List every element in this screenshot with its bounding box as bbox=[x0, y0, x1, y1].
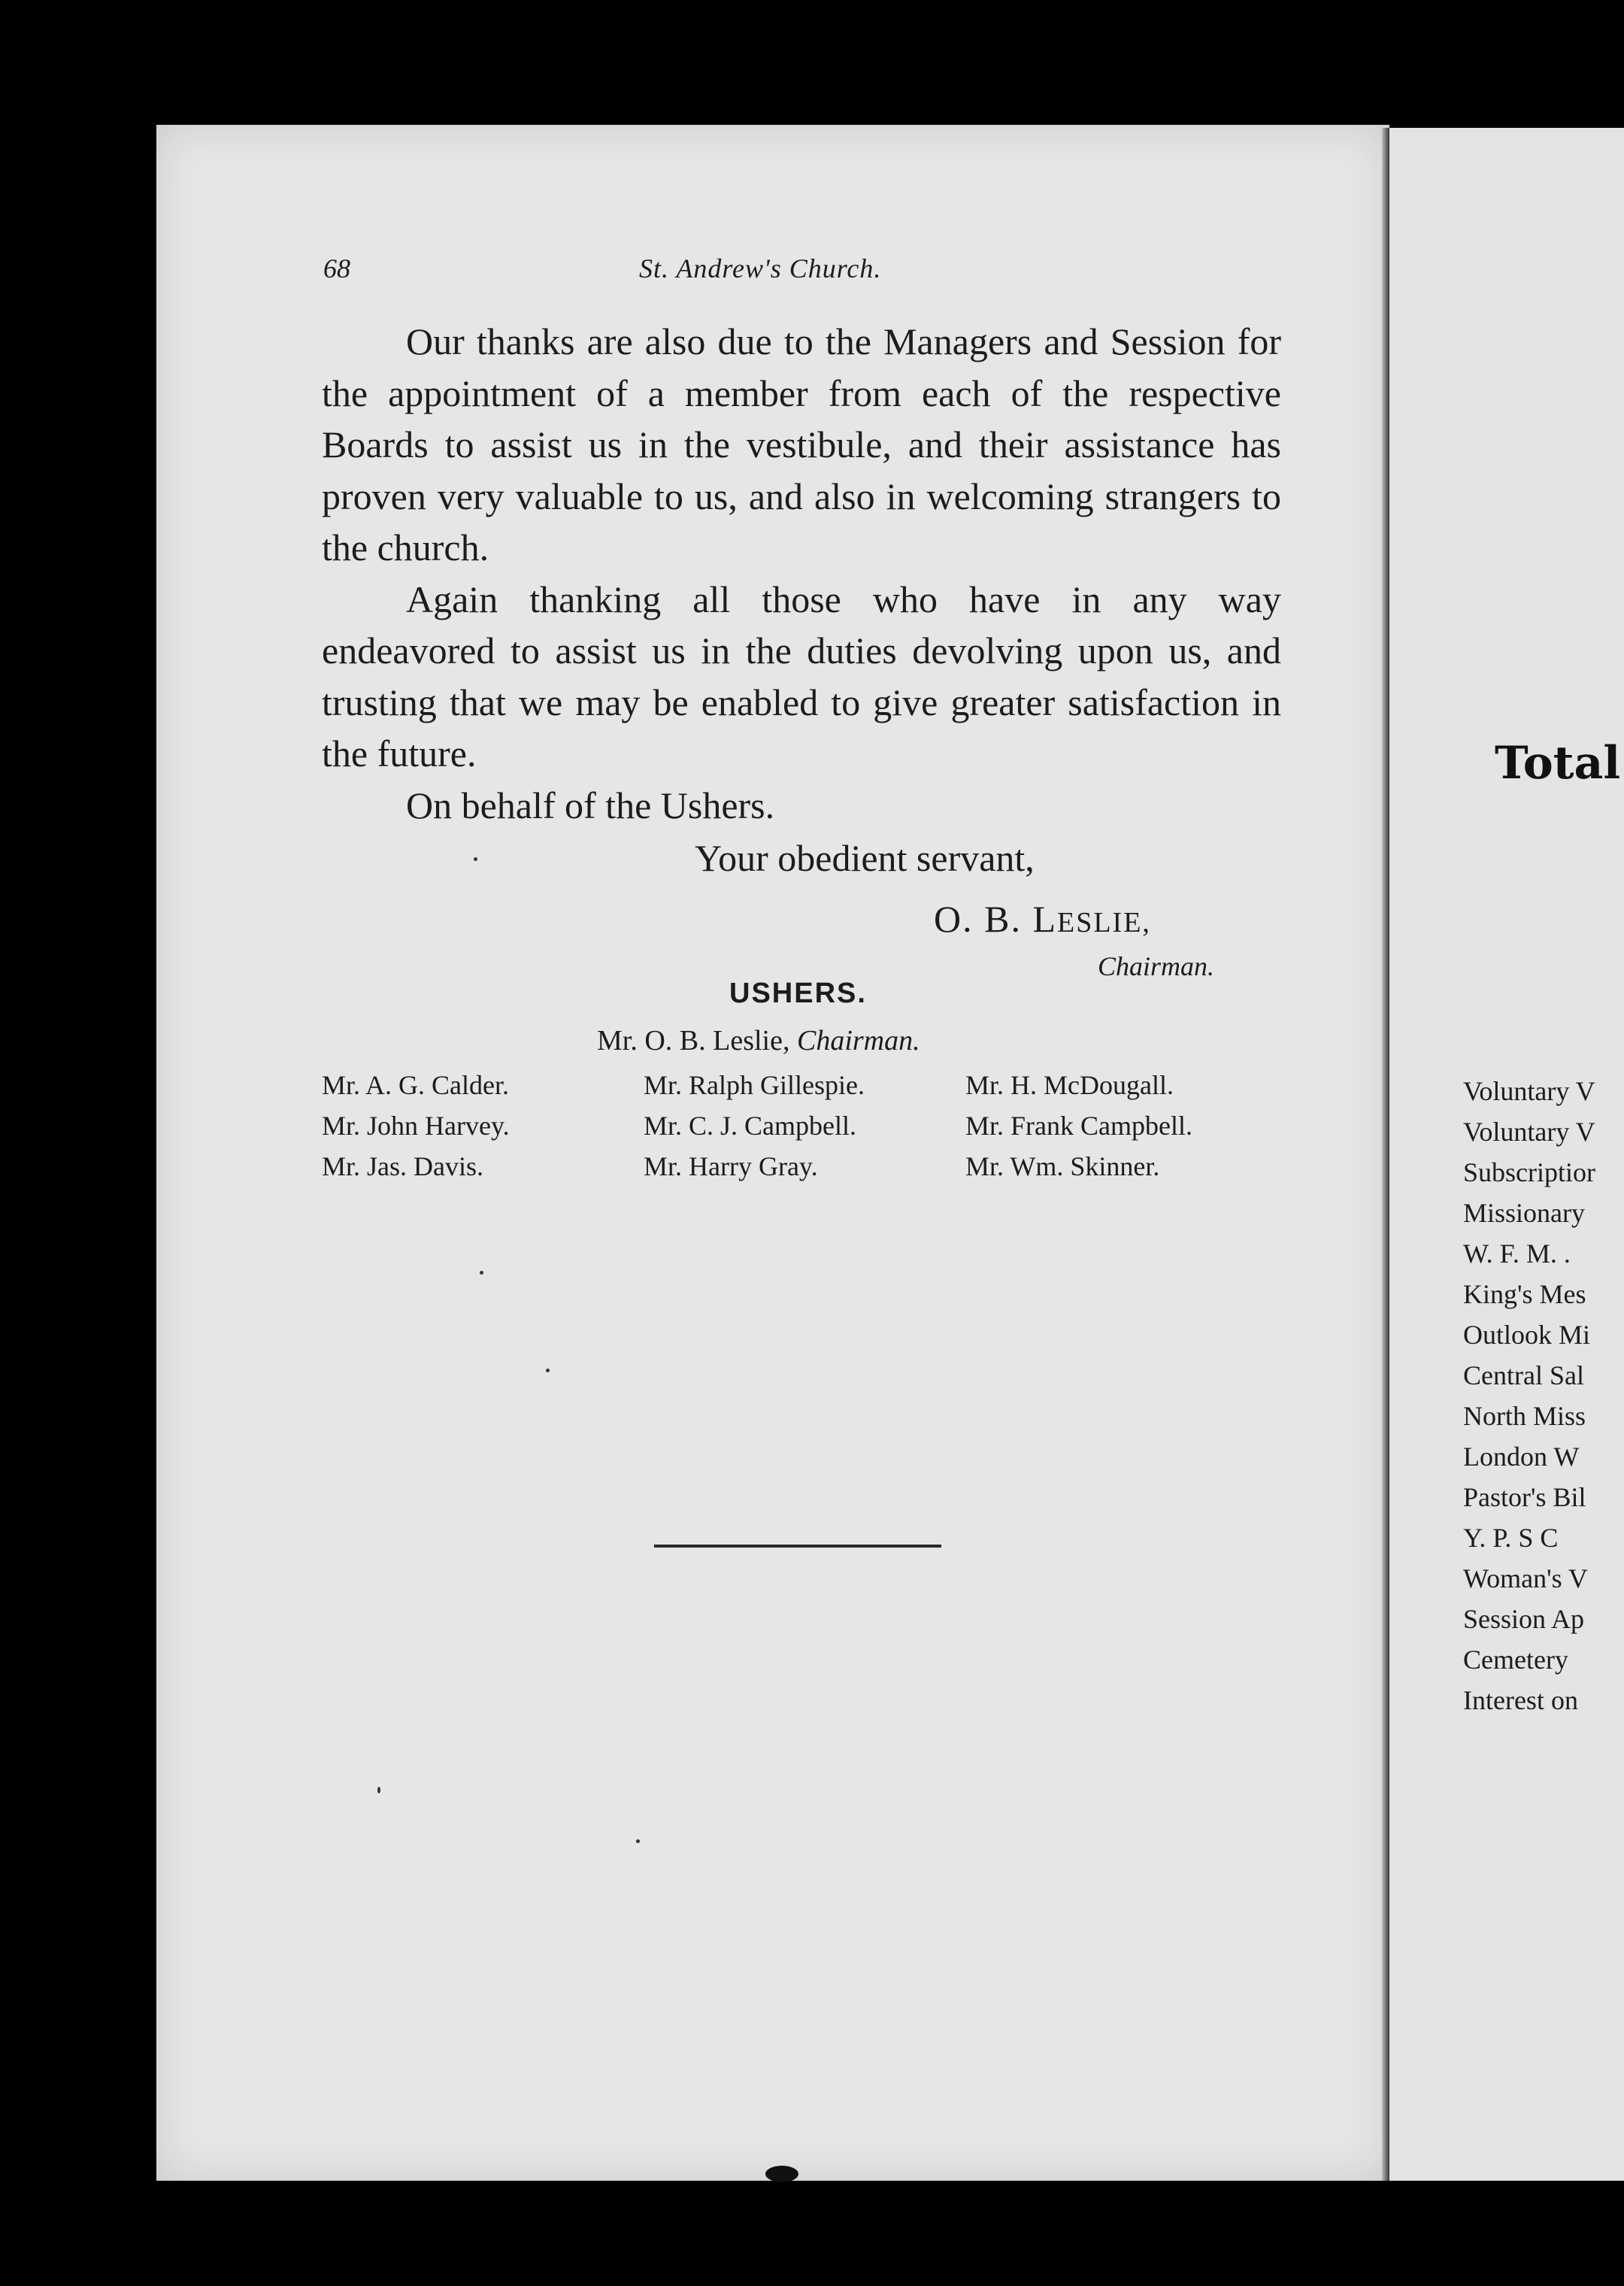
ushers-column bbox=[644, 1065, 865, 1187]
signature-name bbox=[934, 897, 1151, 941]
signature-surname: ESLIE, bbox=[1057, 907, 1151, 938]
right-page-heading: Total bbox=[1495, 737, 1621, 790]
signature-title: Chairman. bbox=[1098, 951, 1215, 981]
signature-initials: O. B. L bbox=[934, 898, 1057, 940]
print-speck bbox=[546, 1369, 550, 1372]
list-item: Woman's V bbox=[1463, 1563, 1588, 1593]
paragraph: Again thanking all those who have in any way endeavored to assist us in the duties devolving upon us, and trusting that we may be enabled to give greater satisfaction in the future. bbox=[322, 578, 1281, 775]
usher-name: Mr. Jas. Davis. bbox=[322, 1151, 483, 1181]
letter-body bbox=[322, 316, 1281, 831]
section-rule bbox=[654, 1545, 941, 1548]
paragraph: Our thanks are also due to the Managers and Session for the appointment of a member from each of the respective Boards to assist us in the vestibule, and their assistance has proven very valuable to us, and also in welcoming strangers to the church. bbox=[322, 320, 1281, 568]
complimentary-close: Your obedient servant, bbox=[695, 837, 1035, 879]
print-speck bbox=[377, 1787, 380, 1793]
list-item: Cemetery bbox=[1463, 1645, 1568, 1675]
ushers-column bbox=[965, 1065, 1192, 1187]
ushers-list bbox=[322, 1065, 1329, 1200]
print-speck bbox=[474, 857, 477, 861]
list-item: Central Sal bbox=[1463, 1360, 1584, 1390]
list-item: Session Ap bbox=[1463, 1604, 1585, 1634]
running-title: St. Andrew's Church. bbox=[639, 253, 882, 283]
list-item: Missionary bbox=[1463, 1198, 1585, 1228]
list-item: Interest on bbox=[1463, 1685, 1578, 1715]
list-item: Y. P. S C bbox=[1463, 1523, 1559, 1553]
usher-name: Mr. A. G. Calder. bbox=[322, 1070, 509, 1100]
usher-name: Mr. John Harvey. bbox=[322, 1111, 510, 1141]
running-head bbox=[323, 253, 1301, 290]
list-item: W. F. M. . bbox=[1463, 1239, 1571, 1269]
usher-name: Mr. H. McDougall. bbox=[965, 1070, 1174, 1100]
usher-name: Mr. Frank Campbell. bbox=[965, 1111, 1192, 1141]
print-speck bbox=[480, 1271, 483, 1275]
ushers-chairman bbox=[597, 1024, 920, 1057]
list-item: Voluntary V bbox=[1463, 1076, 1595, 1106]
ushers-heading: USHERS. bbox=[729, 978, 867, 1009]
right-page bbox=[1389, 128, 1624, 2181]
list-item: Pastor's Bil bbox=[1463, 1482, 1586, 1512]
usher-name: Mr. Harry Gray. bbox=[644, 1151, 818, 1181]
list-item: London W bbox=[1463, 1442, 1580, 1472]
right-page-item-list bbox=[1463, 1071, 1595, 1721]
print-speck bbox=[636, 1839, 640, 1843]
ushers-column bbox=[322, 1065, 510, 1187]
list-item: Voluntary V bbox=[1463, 1117, 1595, 1147]
usher-name: Mr. Wm. Skinner. bbox=[965, 1151, 1160, 1181]
usher-name: Mr. C. J. Campbell. bbox=[644, 1111, 857, 1141]
list-item: North Miss bbox=[1463, 1401, 1586, 1431]
list-item: Outlook Mi bbox=[1463, 1320, 1591, 1350]
list-item: King's Mes bbox=[1463, 1279, 1586, 1309]
binding-mark bbox=[765, 2166, 798, 2182]
page-number: 68 bbox=[323, 253, 350, 283]
paragraph: On behalf of the Ushers. bbox=[406, 784, 775, 826]
list-item: Subscriptior bbox=[1463, 1157, 1595, 1187]
chairman-name: Mr. O. B. Leslie, bbox=[597, 1025, 790, 1057]
usher-name: Mr. Ralph Gillespie. bbox=[644, 1070, 865, 1100]
chairman-title: Chairman. bbox=[796, 1025, 920, 1057]
